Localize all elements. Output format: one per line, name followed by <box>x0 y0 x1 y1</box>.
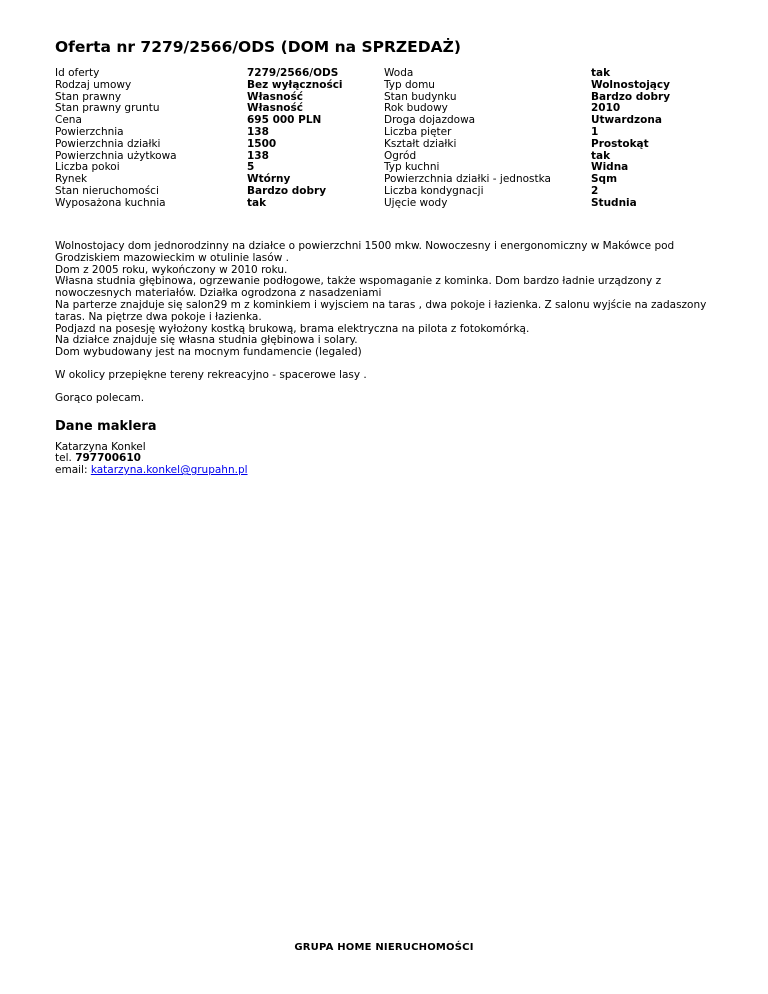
param-value: 138 <box>247 125 269 138</box>
param-label: Droga dojazdowa <box>384 114 476 127</box>
offer-title: Oferta nr 7279/2566/ODS (DOM na SPRZEDAŻ) <box>55 38 461 56</box>
param-value: 1500 <box>247 137 277 150</box>
param-value: tak <box>591 149 611 162</box>
description-line: Dom wybudowany jest na mocnym fundamencie (legaled) <box>55 346 362 359</box>
param-value: 138 <box>247 149 269 162</box>
param-value: Własność <box>247 90 303 103</box>
param-value: 5 <box>247 161 255 174</box>
param-value: Widna <box>591 161 629 174</box>
offer-description <box>55 241 715 405</box>
param-value: tak <box>591 67 611 79</box>
param-value: Studnia <box>591 196 637 209</box>
param-label: Rynek <box>55 173 88 186</box>
description-line: Na działce znajduje się własna studnia głębinowa i solary. <box>55 334 358 347</box>
agent-email-row <box>55 465 715 477</box>
agent-details <box>55 442 715 477</box>
param-value: Bardzo dobry <box>247 184 327 197</box>
param-label: Kształt działki <box>384 137 457 150</box>
param-label: Powierzchnia użytkowa <box>55 149 177 162</box>
param-value: 7279/2566/ODS <box>247 67 339 79</box>
param-label: Rodzaj umowy <box>55 78 132 91</box>
param-label: Stan prawny <box>55 90 122 103</box>
param-value: 695 000 PLN <box>247 114 322 127</box>
param-label: Rok budowy <box>384 102 448 115</box>
param-label: Id oferty <box>55 67 100 79</box>
param-label: Liczba pięter <box>384 125 452 138</box>
description-line: Podjazd na posesję wyłożony kostką brukową, brama elektryczna na pilota z fotokomórką. <box>55 322 530 335</box>
param-value: Bez wyłączności <box>247 78 343 91</box>
param-label: Powierzchnia działki - jednostka <box>384 173 551 186</box>
agent-name: Katarzyna Konkel <box>55 440 146 453</box>
description-line: Własna studnia głębinowa, ogrzewanie podłogowe, także wspomaganie z kominka. Dom bardzo ładnie urządzony z nowoczesnych materiałów. Działka ogrodzona z nasadzeniami <box>55 275 662 300</box>
description-line: Dom z 2005 roku, wykończony w 2010 roku. <box>55 263 288 276</box>
param-value: Utwardzona <box>591 114 662 127</box>
param-label: Stan nieruchomości <box>55 184 159 197</box>
param-value: Prostokąt <box>591 137 649 150</box>
param-value: Bardzo dobry <box>591 90 671 103</box>
param-value: Sqm <box>591 173 618 186</box>
company-footer: GRUPA HOME NIERUCHOMOŚCI <box>294 942 474 953</box>
param-label: Ogród <box>384 149 417 162</box>
offer-document <box>55 36 715 477</box>
param-label: Liczba kondygnacji <box>384 184 484 197</box>
param-value: Wolnostojący <box>591 78 670 91</box>
left-values-column <box>247 68 343 210</box>
param-label: Stan prawny gruntu <box>55 102 160 115</box>
param-value: Wtórny <box>247 173 291 186</box>
param-label: Powierzchnia <box>55 125 124 138</box>
param-value: Własność <box>247 102 303 115</box>
param-label: Ujęcie wody <box>384 196 448 209</box>
param-label: Typ domu <box>384 78 435 91</box>
param-value: 1 <box>591 125 599 138</box>
description-line: Wolnostojacy dom jednorodzinny na działce o powierzchni 1500 mkw. Nowoczesny i energonomiczny w Makówce pod Grodziskiem mazowieckim w otulinie lasów . <box>55 240 675 264</box>
phone-label: tel. <box>55 452 72 465</box>
closing-text: Gorąco polecam. <box>55 391 145 404</box>
email-label: email: <box>55 464 88 477</box>
param-label: Liczba pokoi <box>55 161 120 174</box>
param-label: Woda <box>384 67 414 79</box>
right-values-column <box>591 68 670 210</box>
param-value: 2 <box>591 184 599 197</box>
param-label: Wyposażona kuchnia <box>55 196 166 209</box>
param-label: Cena <box>55 114 82 127</box>
agent-email-link[interactable]: katarzyna.konkel@grupahn.pl <box>90 464 248 477</box>
param-value: 2010 <box>591 102 621 115</box>
offer-parameters-table <box>55 68 715 210</box>
param-label: Stan budynku <box>384 90 457 103</box>
right-labels-column <box>384 68 551 210</box>
left-labels-column <box>55 68 177 210</box>
agent-phone: 797700610 <box>75 452 141 465</box>
description-line: Na parterze znajduje się salon29 m z kominkiem i wyjsciem na taras , dwa pokoje i łazienka. Z salonu wyjście na zadaszony taras. Na piętrze dwa pokoje i łazienka. <box>55 298 707 323</box>
param-label: Powierzchnia działki <box>55 137 161 150</box>
param-label: Typ kuchni <box>384 161 440 174</box>
agent-heading: Dane maklera <box>55 418 157 434</box>
param-value: tak <box>247 196 267 209</box>
surroundings-text: W okolicy przepiękne tereny rekreacyjno - spacerowe lasy . <box>55 368 367 381</box>
